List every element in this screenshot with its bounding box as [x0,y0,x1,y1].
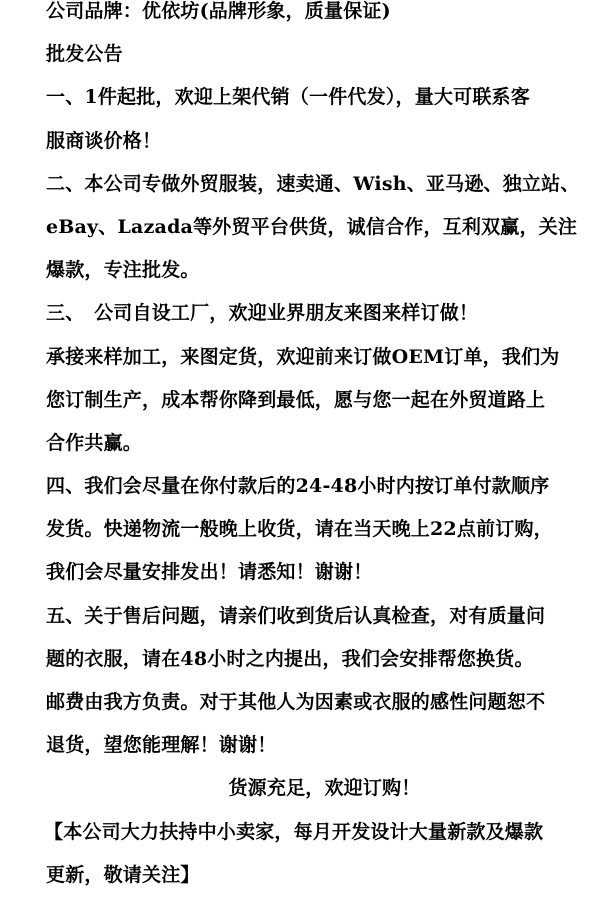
section-three-line-4: 合作共赢。 [46,431,143,454]
section-two-line-3: 爆款，专注批发。 [46,259,200,282]
section-three-line-2: 承接来样加工，来图定货，欢迎前来订做OEM订单，我们为 [46,345,560,368]
section-one-line-1: 一、1件起批，欢迎上架代销（一件代发），量大可联系客 [46,86,530,109]
support-note-line-1: 【本公司大力扶持中小卖家，每月开发设计大量新款及爆款 [44,820,544,843]
section-two-line-2: eBay、Lazada等外贸平台供货，诚信合作，互利双赢，关注 [46,215,578,238]
stock-slogan: 货源充足，欢迎订购！ [228,777,421,800]
support-note-line-2: 更新，敬请关注】 [46,863,200,886]
notice-title: 批发公告 [46,43,123,66]
section-three-line-1: 三、 公司自设工厂，欢迎业界朋友来图来样订做！ [46,302,479,325]
section-four-line-3: 我们会尽量安排发出！请悉知！谢谢！ [46,561,373,584]
section-one-line-2: 服商谈价格！ [46,129,162,152]
section-three-line-3: 您订制生产，成本帮你降到最低，愿与您一起在外贸道路上 [46,388,546,411]
section-four-line-1: 四、我们会尽量在你付款后的24-48小时内按订单付款顺序 [46,475,550,498]
section-five-line-4: 退货，望您能理解！谢谢！ [46,734,277,757]
brand-line: 公司品牌：优依坊(品牌形象，质量保证) [46,0,391,22]
section-five-line-2: 题的衣服，请在48小时之内提出，我们会安排帮您换货。 [46,647,534,670]
section-five-line-3: 邮费由我方负责。对于其他人为因素或衣服的感性问题恕不 [46,691,546,713]
section-four-line-2: 发货。快递物流一般晚上收货，请在当天晚上22点前订购， [46,518,553,541]
section-five-line-1: 五、关于售后问题，请亲们收到货后认真检查，对有质量问 [46,604,546,627]
section-two-line-1: 二、本公司专做外贸服装，速卖通、Wish、亚马逊、独立站、 [46,172,580,195]
